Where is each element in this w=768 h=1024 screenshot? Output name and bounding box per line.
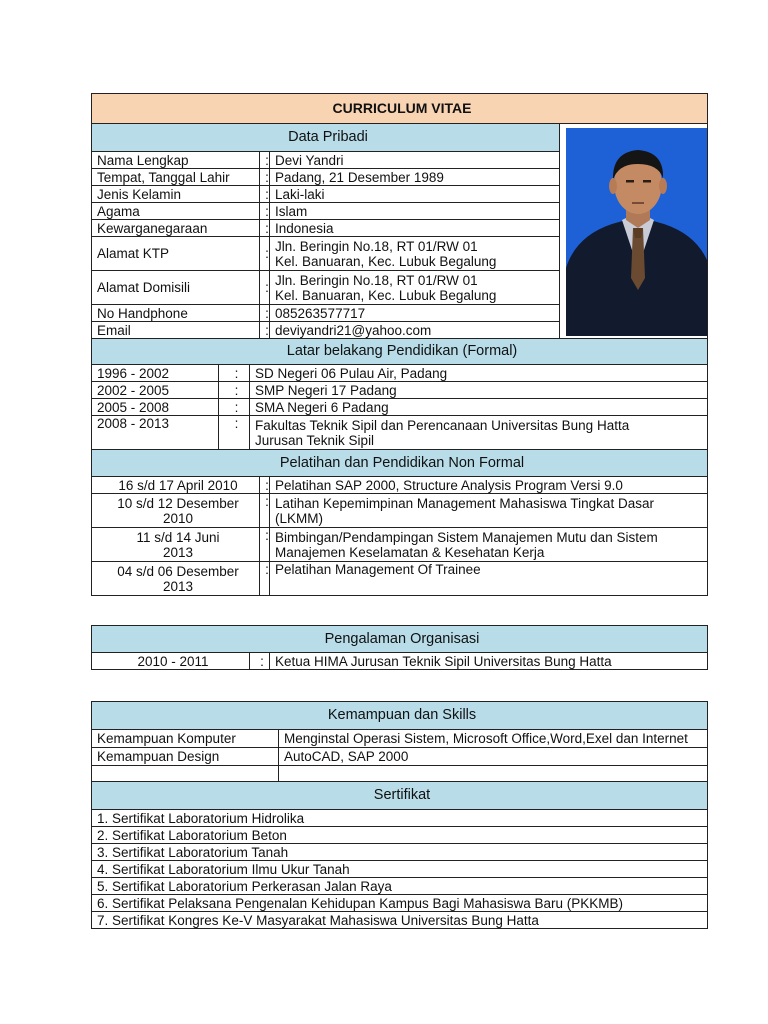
- personal-label: Nama Lengkap: [92, 152, 260, 169]
- certificate-item: 2. Sertifikat Laboratorium Beton: [92, 827, 708, 844]
- training-date: [92, 562, 260, 596]
- training-row: [92, 477, 708, 494]
- training-name: Pelatihan Management Of Trainee: [270, 562, 708, 596]
- separator-colon: :: [260, 152, 270, 169]
- cv-main-table: [91, 93, 708, 596]
- separator-colon: :: [260, 220, 270, 237]
- training-name: [270, 528, 708, 562]
- education-school-line: Fakultas Teknik Sipil dan Perencanaan Universitas Bung Hatta: [255, 417, 630, 433]
- education-school: [250, 416, 708, 450]
- separator-colon: :: [260, 186, 270, 203]
- address-line: Kel. Banuaran, Kec. Lubuk Begalung: [275, 253, 497, 269]
- organization-table: [91, 625, 708, 670]
- skill-row: [92, 766, 708, 782]
- personal-value: Padang, 21 Desember 1989: [270, 169, 560, 186]
- education-row: [92, 416, 708, 450]
- training-date: [92, 528, 260, 562]
- separator-colon: :: [260, 562, 270, 596]
- separator-colon: :: [260, 169, 270, 186]
- training-name-line: Manajemen Keselamatan & Kesehatan Kerja: [275, 544, 545, 560]
- separator-colon: :: [219, 382, 250, 399]
- personal-value: 085263577717: [270, 305, 560, 322]
- personal-value: Indonesia: [270, 220, 560, 237]
- skills-table: [91, 701, 708, 929]
- separator-colon: :: [260, 494, 270, 528]
- education-period: 2005 - 2008: [92, 399, 219, 416]
- training-row: [92, 528, 708, 562]
- organization-period: 2010 - 2011: [92, 653, 250, 670]
- personal-label: Alamat KTP: [92, 237, 260, 271]
- skill-label: [92, 766, 279, 782]
- separator-colon: :: [260, 305, 270, 322]
- training-name: [270, 494, 708, 528]
- personal-value: [270, 237, 560, 271]
- skill-value: Menginstal Operasi Sistem, Microsoft Office,Word,Exel dan Internet: [279, 730, 708, 748]
- education-row: [92, 399, 708, 416]
- training-row: [92, 494, 708, 528]
- email-value: deviyandri21@yahoo.com: [270, 322, 708, 339]
- separator-colon: :: [260, 477, 270, 494]
- training-date-line: 11 s/d 14 Juni: [136, 529, 220, 545]
- section-skills-heading: Kemampuan dan Skills: [92, 702, 708, 730]
- section-organisasi-heading: Pengalaman Organisasi: [92, 626, 708, 653]
- skill-label: Kemampuan Komputer: [92, 730, 279, 748]
- certificate-item: 1. Sertifikat Laboratorium Hidrolika: [92, 810, 708, 827]
- certificate-item: 3. Sertifikat Laboratorium Tanah: [92, 844, 708, 861]
- training-date-line: 04 s/d 06 Desember: [117, 563, 239, 579]
- personal-value: Devi Yandri: [270, 152, 560, 169]
- section-pelatihan-heading: Pelatihan dan Pendidikan Non Formal: [92, 450, 708, 477]
- address-line: Jln. Beringin No.18, RT 01/RW 01: [275, 272, 478, 288]
- address-line: Kel. Banuaran, Kec. Lubuk Begalung: [275, 287, 497, 303]
- skill-row: [92, 730, 708, 748]
- education-school: SD Negeri 06 Pulau Air, Padang: [250, 365, 708, 382]
- personal-value: Laki-laki: [270, 186, 560, 203]
- separator-colon: :: [260, 203, 270, 220]
- personal-label: Alamat Domisili: [92, 271, 260, 305]
- training-name-line: Latihan Kepemimpinan Management Mahasiswa Tingkat Dasar: [275, 495, 654, 511]
- education-period: 2002 - 2005: [92, 382, 219, 399]
- skill-row: [92, 748, 708, 766]
- training-date-line: 2013: [162, 578, 194, 594]
- personal-label: No Handphone: [92, 305, 260, 322]
- profile-photo: [560, 124, 708, 339]
- training-date-line: 2010: [162, 510, 194, 526]
- personal-label: Email: [92, 322, 260, 339]
- education-period: 2008 - 2013: [92, 416, 219, 450]
- separator-colon: :: [219, 365, 250, 382]
- certificate-item: 7. Sertifikat Kongres Ke-V Masyarakat Mahasiswa Universitas Bung Hatta: [92, 912, 708, 929]
- address-line: Jln. Beringin No.18, RT 01/RW 01: [275, 238, 478, 254]
- education-school-line: Jurusan Teknik Sipil: [255, 432, 375, 448]
- section-pendidikan-heading: Latar belakang Pendidikan (Formal): [92, 339, 708, 365]
- training-date: 16 s/d 17 April 2010: [92, 477, 260, 494]
- education-school: SMA Negeri 6 Padang: [250, 399, 708, 416]
- education-row: [92, 365, 708, 382]
- separator-colon: :: [260, 271, 270, 305]
- skill-value: [279, 766, 708, 782]
- separator-colon: :: [219, 416, 250, 450]
- organization-role: Ketua HIMA Jurusan Teknik Sipil Universitas Bung Hatta: [270, 653, 708, 670]
- certificate-item: 4. Sertifikat Laboratorium Ilmu Ukur Tanah: [92, 861, 708, 878]
- certificate-item: 5. Sertifikat Laboratorium Perkerasan Jalan Raya: [92, 878, 708, 895]
- section-sertifikat-heading: Sertifikat: [92, 782, 708, 810]
- separator-colon: :: [219, 399, 250, 416]
- personal-label: Jenis Kelamin: [92, 186, 260, 203]
- profile-photo-image: [566, 128, 708, 336]
- personal-value: Islam: [270, 203, 560, 220]
- separator-colon: :: [250, 653, 270, 670]
- training-name-line: (LKMM): [275, 510, 323, 526]
- training-row: [92, 562, 708, 596]
- section-data-pribadi-heading: Data Pribadi: [92, 124, 560, 152]
- certificate-item: 6. Sertifikat Pelaksana Pengenalan Kehidupan Kampus Bagi Mahasiswa Baru (PKKMB): [92, 895, 708, 912]
- personal-label: Kewarganegaraan: [92, 220, 260, 237]
- education-row: [92, 382, 708, 399]
- training-name: Pelatihan SAP 2000, Structure Analysis Program Versi 9.0: [270, 477, 708, 494]
- education-school: SMP Negeri 17 Padang: [250, 382, 708, 399]
- personal-label: Agama: [92, 203, 260, 220]
- training-date-line: 10 s/d 12 Desember: [117, 495, 239, 511]
- training-date: [92, 494, 260, 528]
- training-date-line: 2013: [162, 544, 194, 560]
- skill-label: Kemampuan Design: [92, 748, 279, 766]
- training-name-line: Bimbingan/Pendampingan Sistem Manajemen Mutu dan Sistem: [275, 529, 658, 545]
- organization-row: [92, 653, 708, 670]
- cv-title: CURRICULUM VITAE: [92, 94, 708, 124]
- separator-colon: :: [260, 237, 270, 271]
- separator-colon: :: [260, 322, 270, 339]
- personal-label: Tempat, Tanggal Lahir: [92, 169, 260, 186]
- education-period: 1996 - 2002: [92, 365, 219, 382]
- skill-value: AutoCAD, SAP 2000: [279, 748, 708, 766]
- personal-value: [270, 271, 560, 305]
- separator-colon: :: [260, 528, 270, 562]
